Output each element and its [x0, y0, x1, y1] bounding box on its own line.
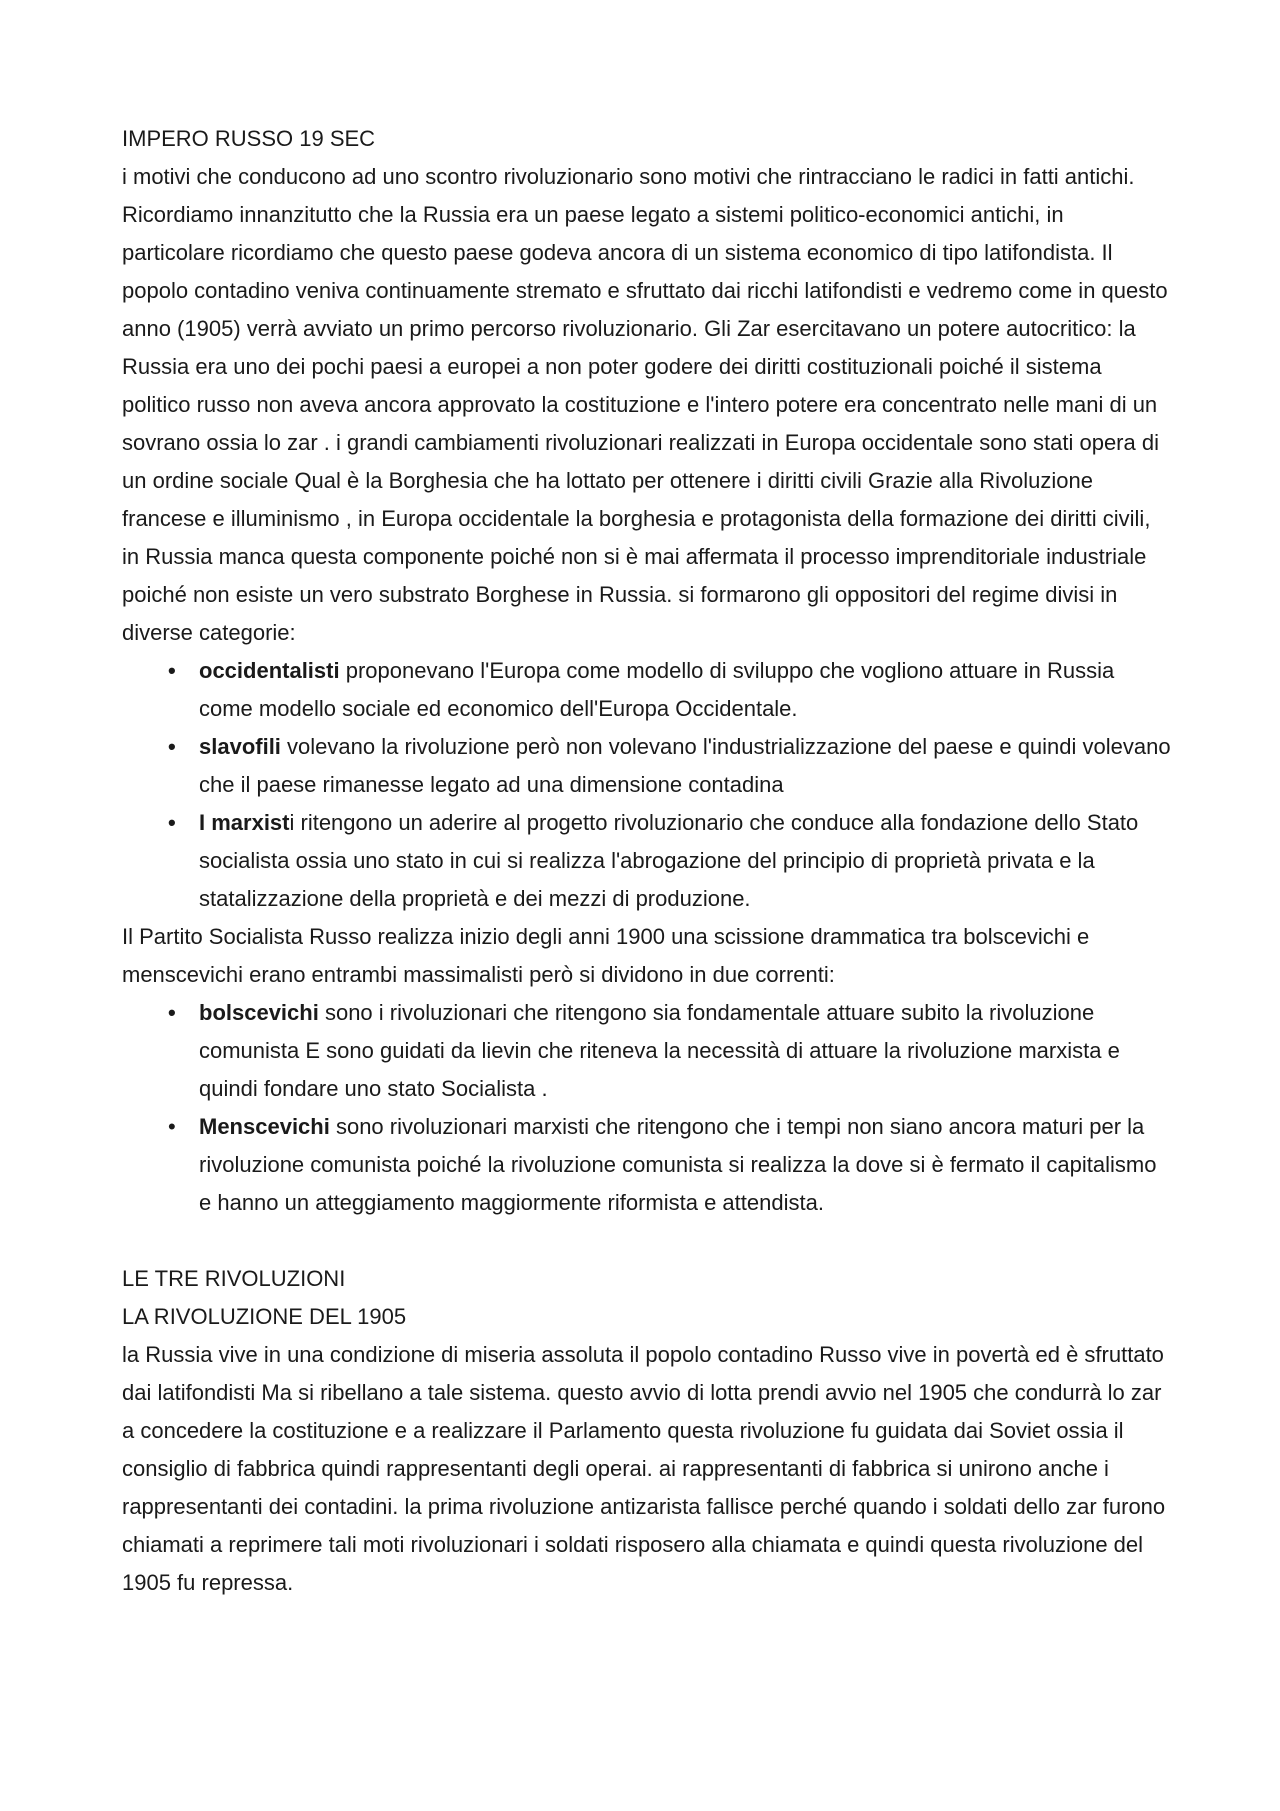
bullet-icon: •	[168, 734, 176, 759]
intro-paragraph: i motivi che conducono ad uno scontro rivoluzionario sono motivi che rintracciano le radici in fatti antichi. Ricordiamo innanzitutto che la Russia era un paese legato a sistemi politico-economici antichi, in particolare ricordiamo che questo paese godeva ancora di un sistema economico di tipo latifondista. Il popolo contadino veniva continuamente stremato e sfruttato dai ricchi latifondisti e vedremo come in questo anno (1905) verrà avviato un primo percorso rivoluzionario. Gli Zar esercitavano un potere autocritico: la Russia era uno dei pochi paesi a europei a non poter godere dei diritti costituzionali poiché il sistema politico russo non aveva ancora approvato la costituzione e l'intero potere era concentrato nelle mani di un sovrano ossia lo zar . i grandi cambiamenti rivoluzionari realizzati in Europa occidentale sono stati opera di un ordine sociale Qual è la Borghesia che ha lottato per ottenere i diritti civili Grazie alla Rivoluzione francese e illuminismo , in Europa occidentale la borghesia e protagonista della formazione dei diritti civili, in Russia manca questa componente poiché non si è mai affermata il processo imprenditoriale industriale poiché non esiste un vero substrato Borghese in Russia. si formarono gli oppositori del regime divisi in diverse categorie:	[122, 164, 1168, 645]
rivoluzione-1905-paragraph: la Russia vive in una condizione di miseria assoluta il popolo contadino Russo vive in povertà ed è sfruttato dai latifondisti Ma si ribellano a tale sistema. questo avvio di lotta prendi avvio nel 1905 che condurrà lo zar a concedere la costituzione e a realizzare il Parlamento questa rivoluzione fu guidata dai Soviet ossia il consiglio di fabbrica quindi rappresentanti degli operai. ai rappresentanti di fabbrica si unirono anche i rappresentanti dei contadini. la prima rivoluzione antizarista fallisce perché quando i soldati dello zar furono chiamati a reprimere tali moti rivoluzionari i soldati risposero alla chiamata e quindi questa rivoluzione del 1905 fu repressa.	[122, 1342, 1166, 1595]
blank-line	[122, 1222, 1172, 1260]
desc-slavofili: volevano la rivoluzione però non volevano l'industrializzazione del paese e quindi volevano che il paese rimanesse legato ad una dimensione contadina	[199, 734, 1171, 797]
partito-paragraph: Il Partito Socialista Russo realizza inizio degli anni 1900 una scissione drammatica tra bolscevichi e menscevichi erano entrambi massimalisti però si dividono in due correnti:	[122, 924, 1090, 987]
term-bolscevichi: bolscevichi	[199, 1000, 319, 1025]
opposition-categories-list	[122, 652, 1172, 918]
term-occidentalisti: occidentalisti	[199, 658, 340, 683]
desc-bolscevichi: sono i rivoluzionari che ritengono sia fondamentale attuare subito la rivoluzione comunista E sono guidati da lievin che riteneva la necessità di attuare la rivoluzione marxista e quindi fondare uno stato Socialista .	[199, 1000, 1120, 1101]
list-item-bolscevichi	[122, 994, 1172, 1108]
bullet-icon: •	[168, 810, 176, 835]
desc-menscevichi: sono rivoluzionari marxisti che ritengono che i tempi non siano ancora maturi per la rivoluzione comunista poiché la rivoluzione comunista si realizza la dove si è fermato il capitalismo e hanno un atteggiamento maggiormente riformista e attendista.	[199, 1114, 1157, 1215]
currents-list	[122, 994, 1172, 1222]
desc-occidentalisti: proponevano l'Europa come modello di sviluppo che vogliono attuare in Russia come modello sociale ed economico dell'Europa Occidentale.	[199, 658, 1115, 721]
desc-marxisti: i ritengono un aderire al progetto rivoluzionario che conduce alla fondazione dello Stato socialista ossia uno stato in cui si realizza l'abrogazione del principio di proprietà privata e la statalizzazione della proprietà e dei mezzi di produzione.	[199, 810, 1139, 911]
list-item-slavofili	[122, 728, 1172, 804]
bullet-icon: •	[168, 1000, 176, 1025]
bullet-icon: •	[168, 658, 176, 683]
list-item-marxisti	[122, 804, 1172, 918]
list-item-menscevichi	[122, 1108, 1172, 1222]
term-menscevichi: Menscevichi	[199, 1114, 330, 1139]
document-page	[122, 120, 1172, 1602]
section-title-impero-russo: IMPERO RUSSO 19 SEC	[122, 126, 376, 151]
list-item-occidentalisti	[122, 652, 1172, 728]
bullet-icon: •	[168, 1114, 176, 1139]
term-slavofili: slavofili	[199, 734, 281, 759]
section-title-tre-rivoluzioni: LE TRE RIVOLUZIONI	[122, 1266, 346, 1291]
section-subtitle-1905: LA RIVOLUZIONE DEL 1905	[122, 1304, 407, 1329]
term-marxisti: I marxist	[199, 810, 290, 835]
